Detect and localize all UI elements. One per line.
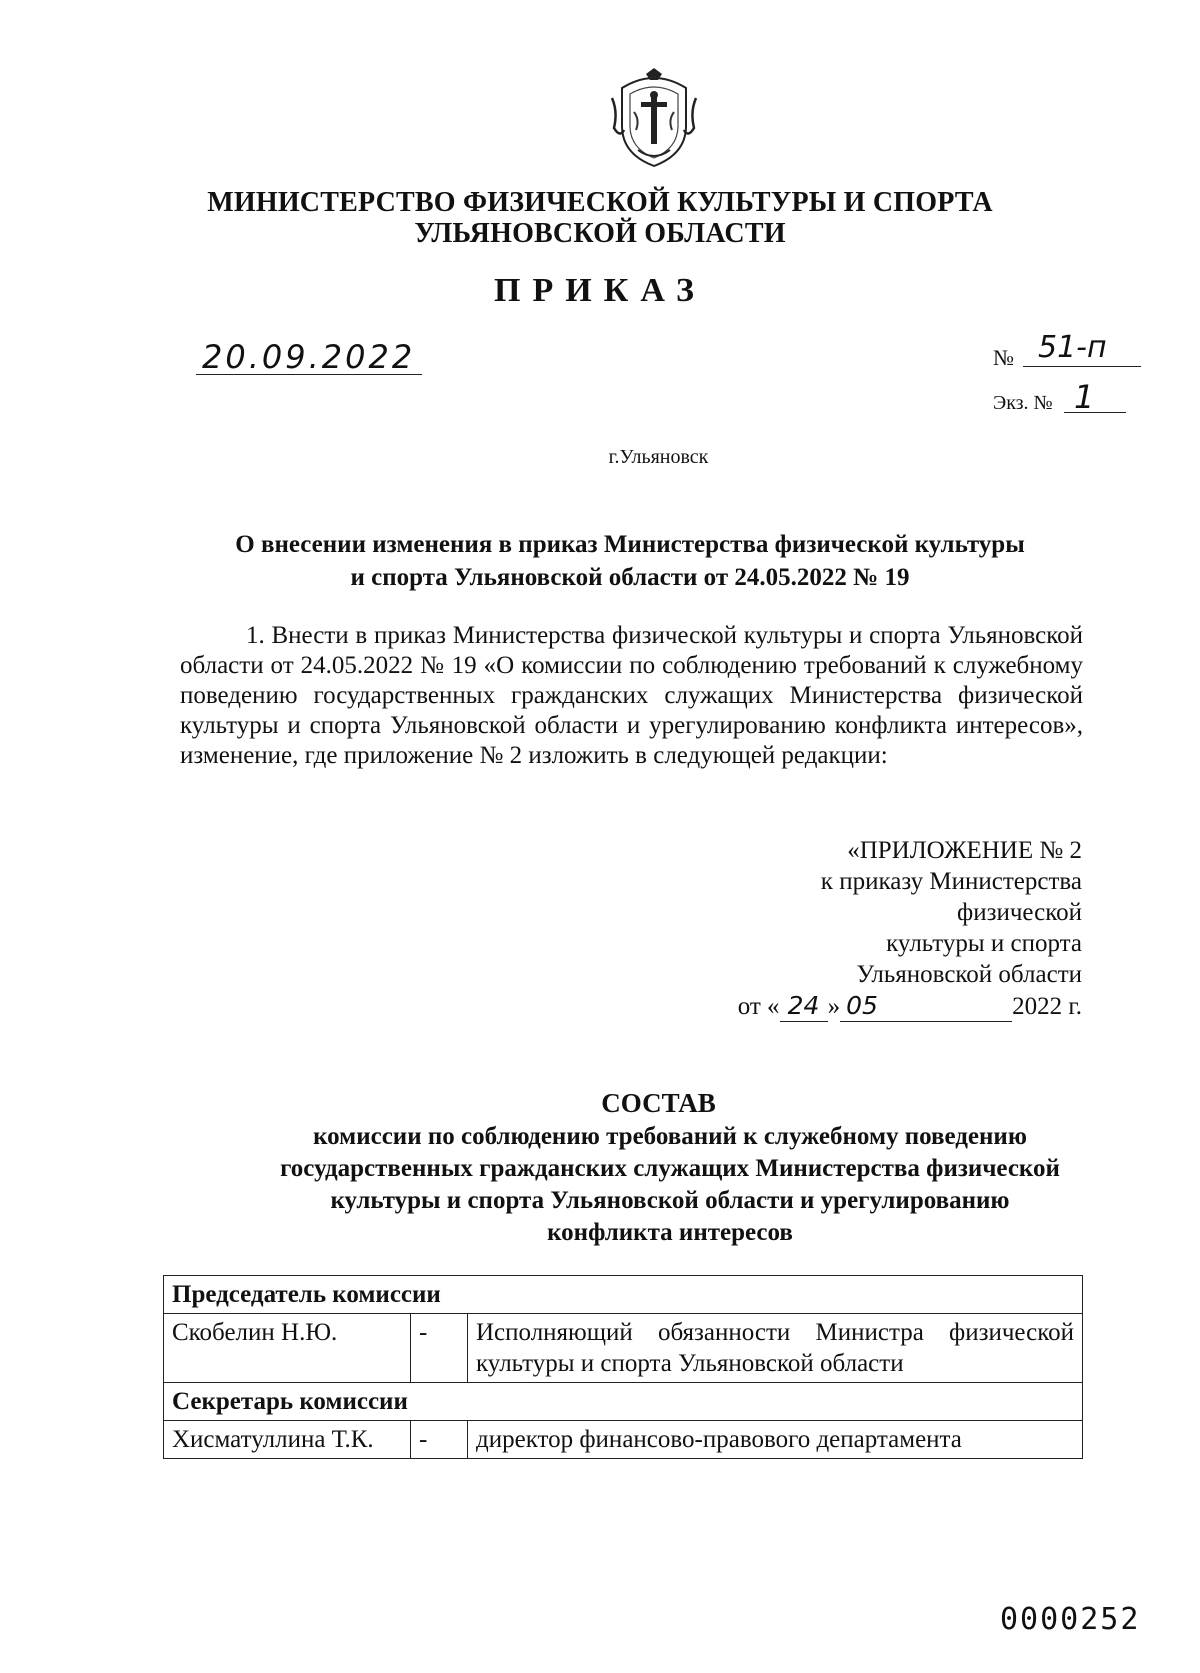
coat-of-arms-emblem	[608, 68, 700, 168]
composition-title: СОСТАВ	[601, 1088, 716, 1118]
appendix-year: 2022 г.	[1012, 993, 1082, 1020]
order-subject	[180, 528, 1080, 594]
member-role: Исполняющий обязанности Министра физической культуры и спорта Ульяновской области	[468, 1314, 1083, 1383]
ministry-name-line2: УЛЬЯНОВСКОЙ ОБЛАСТИ	[414, 218, 786, 249]
composition-subtitle-line2: государственных гражданских служащих Министерства физической	[280, 1155, 1060, 1182]
serial-number: 0000252	[1000, 1602, 1141, 1637]
composition-subtitle-line3: культуры и спорта Ульяновской области и урегулированию	[330, 1187, 1010, 1214]
number-label: №	[993, 345, 1014, 370]
composition-subtitle-line4: конфликта интересов	[547, 1219, 793, 1246]
table-row	[164, 1314, 1083, 1383]
copy-number: 1	[1074, 378, 1095, 416]
member-name: Хисматуллина Т.К.	[164, 1421, 411, 1459]
member-dash: -	[411, 1314, 468, 1383]
city-name: г.Ульяновск	[608, 446, 709, 468]
member-dash: -	[411, 1421, 468, 1459]
appendix-line1: «ПРИЛОЖЕНИЕ № 2	[847, 837, 1082, 864]
appendix-date-prefix: от «	[737, 993, 780, 1020]
ministry-name-line1: МИНИСТЕРСТВО ФИЗИЧЕСКОЙ КУЛЬТУРЫ И СПОРТА	[207, 187, 993, 218]
appendix-line5: Ульяновской области	[856, 961, 1082, 988]
table-section-row	[164, 1276, 1083, 1314]
composition-subtitle	[210, 1121, 1130, 1249]
appendix-date	[738, 990, 1082, 1022]
commission-members-table	[163, 1275, 1083, 1459]
subject-line1: О внесении изменения в приказ Министерства физической культуры	[235, 531, 1025, 558]
appendix-line2: к приказу Министерства	[820, 868, 1082, 895]
appendix-block	[738, 835, 1082, 1022]
appendix-line4: культуры и спорта	[886, 930, 1082, 957]
order-number: 51-п	[1038, 330, 1107, 365]
copy-label: Экз. №	[993, 392, 1053, 414]
appendix-date-mid: »	[827, 993, 841, 1020]
order-date: 20.09.2022	[202, 338, 416, 376]
composition-subtitle-line1: комиссии по соблюдению требований к служебному поведению	[313, 1123, 1027, 1150]
document-type-title: ПРИКАЗ	[494, 272, 706, 309]
table-section-row	[164, 1383, 1083, 1421]
member-name: Скобелин Н.Ю.	[164, 1314, 411, 1383]
body-paragraph: 1. Внести в приказ Министерства физической культуры и спорта Ульяновской области от 24.05.2022 № 19 «О комиссии по соблюдению требований к служебному поведению государственных гражданских служащих Министерства физической культуры и спорта Ульяновской области и урегулированию конфликта интересов», изменение, где приложение № 2 изложить в следующей редакции:	[180, 622, 1083, 769]
appendix-line3: физической	[957, 899, 1082, 926]
subject-line2: и спорта Ульяновской области от 24.05.2022 № 19	[350, 564, 910, 591]
table-row	[164, 1421, 1083, 1459]
section-chairman: Председатель комиссии	[164, 1276, 1083, 1314]
appendix-day: 24	[780, 990, 828, 1022]
appendix-month: 05	[840, 990, 1012, 1022]
section-secretary: Секретарь комиссии	[164, 1383, 1083, 1421]
member-role: директор финансово-правового департамента	[468, 1421, 1083, 1459]
